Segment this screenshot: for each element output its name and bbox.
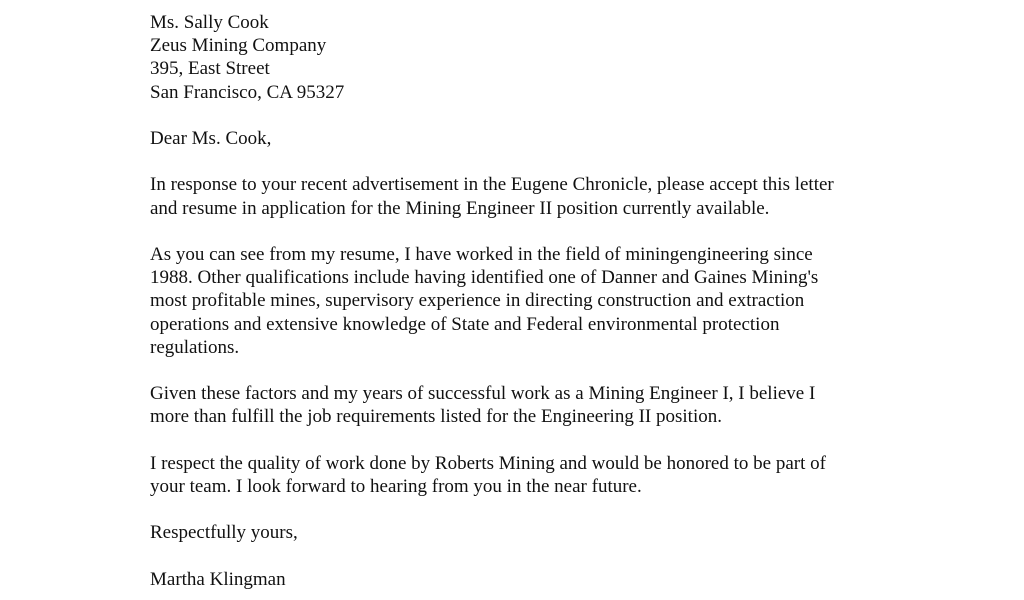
recipient-city: San Francisco, CA 95327 <box>150 81 345 103</box>
paragraph-1 <box>150 173 890 219</box>
spacer <box>150 150 890 173</box>
recipient-address <box>150 11 890 104</box>
recipient-company: Zeus Mining Company <box>150 35 327 57</box>
paragraph-line: and resume in application for the Mining Engineer II position currently available. <box>150 197 770 219</box>
paragraph-2 <box>150 243 890 359</box>
spacer <box>150 545 890 568</box>
spacer <box>150 220 890 243</box>
paragraph-line: I respect the quality of work done by Roberts Mining and would be honored to be part of <box>150 452 826 474</box>
signature-name: Martha Klingman <box>150 568 286 590</box>
closing-block <box>150 521 890 544</box>
letter-document <box>150 11 890 591</box>
paragraph-line: operations and extensive knowledge of State and Federal environmental protection <box>150 313 780 335</box>
signature-block <box>150 568 890 591</box>
paragraph-line: regulations. <box>150 336 240 358</box>
salutation-block <box>150 127 890 150</box>
paragraph-4 <box>150 452 890 498</box>
paragraph-line: 1988. Other qualifications include having identified one of Danner and Gaines Mining's <box>150 267 819 289</box>
spacer <box>150 429 890 452</box>
salutation: Dear Ms. Cook, <box>150 128 272 149</box>
recipient-name: Ms. Sally Cook <box>150 12 269 33</box>
spacer <box>150 104 890 127</box>
spacer <box>150 359 890 382</box>
paragraph-line: As you can see from my resume, I have worked in the field of miningengineering since <box>150 243 813 265</box>
paragraph-line: most profitable mines, supervisory experience in directing construction and extraction <box>150 290 805 312</box>
recipient-street: 395, East Street <box>150 58 270 80</box>
paragraph-line: more than fulfill the job requirements listed for the Engineering II position. <box>150 406 722 428</box>
closing: Respectfully yours, <box>150 522 298 544</box>
spacer <box>150 498 890 521</box>
paragraph-3 <box>150 382 890 428</box>
paragraph-line: In response to your recent advertisement in the Eugene Chronicle, please accept this letter <box>150 174 834 196</box>
paragraph-line: your team. I look forward to hearing from you in the near future. <box>150 475 642 497</box>
paragraph-line: Given these factors and my years of successful work as a Mining Engineer I, I believe I <box>150 383 816 405</box>
